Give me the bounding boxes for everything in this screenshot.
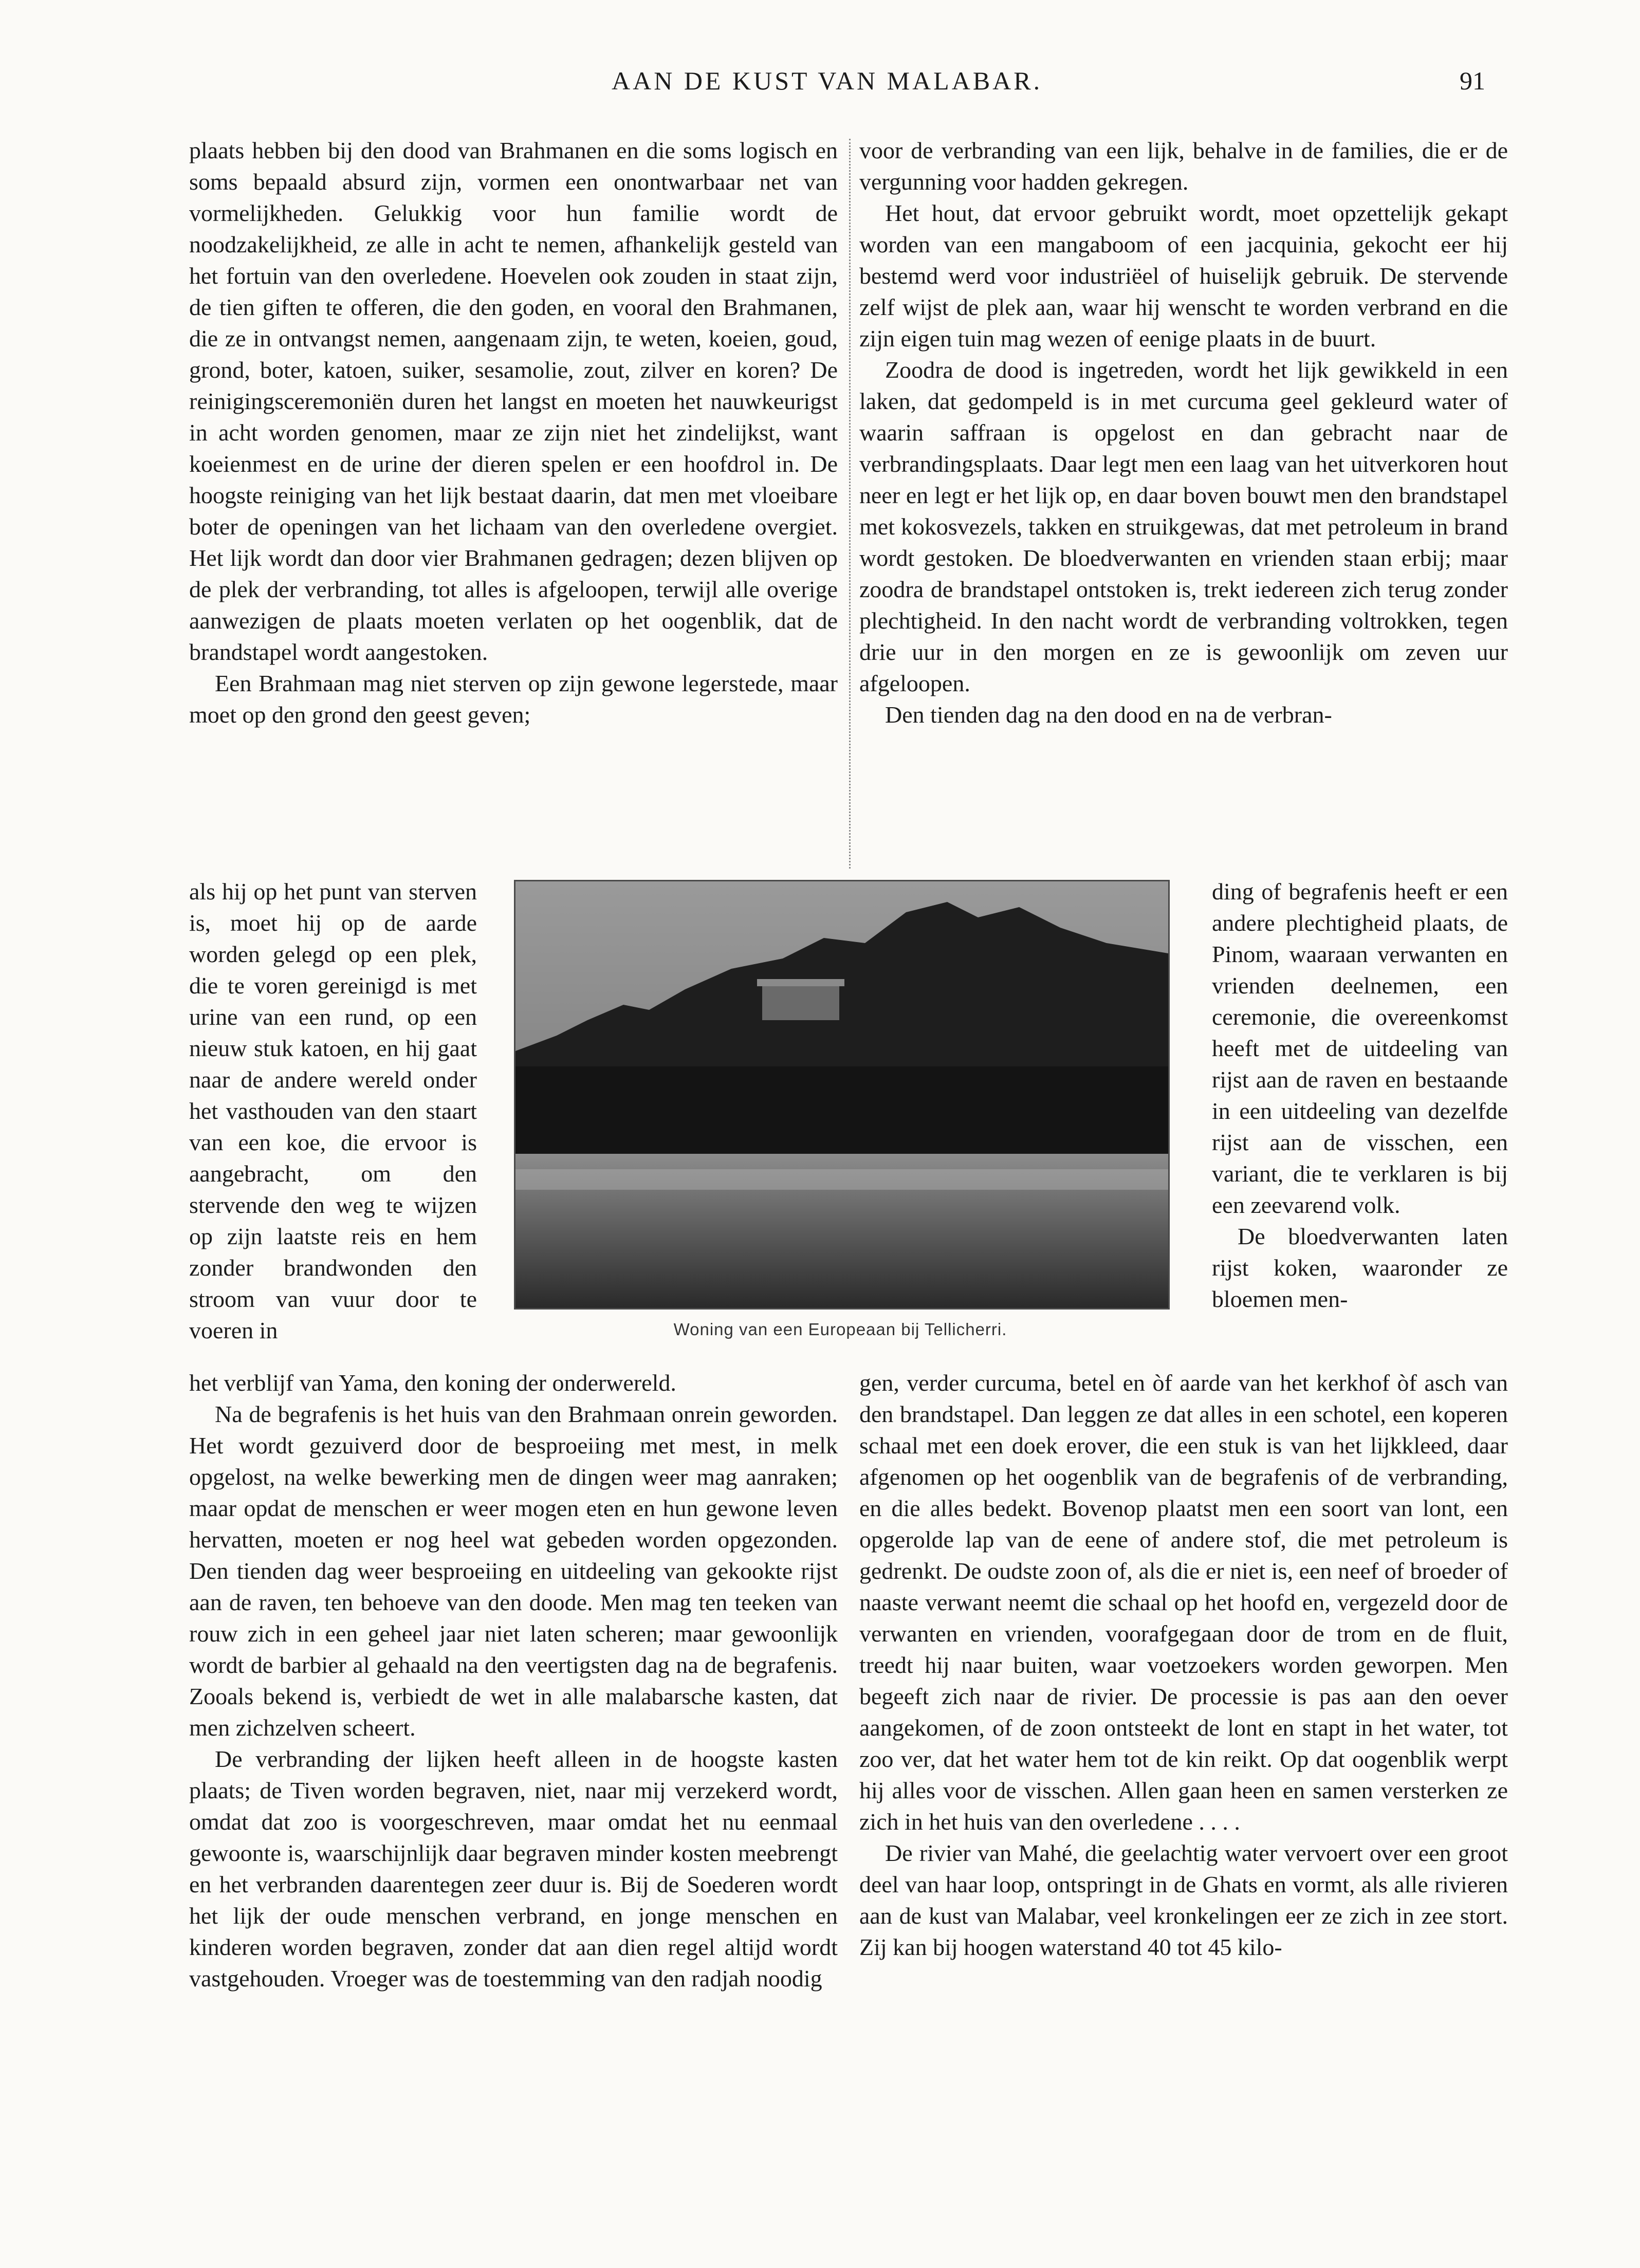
paragraph: als hij op het punt van sterven is, moet hij op de aarde worden gelegd op een plek, die te voren gereinigd is met urine van een rund, op een nieuw stuk katoen, en hij gaat naar de andere wereld onder het vasthouden van den staart van een koe, die ervoor is aangebracht, om den stervende den weg te wijzen op zijn laatste reis en hem zonder brandwonden den stroom van vuur door te voeren in <box>189 878 477 1343</box>
house <box>762 984 839 1020</box>
paragraph: gen, verder curcuma, betel en òf aarde van het kerkhof òf asch van den brandstapel. Dan leggen ze dat alles in een schotel, een koperen schaal met een doek erover, die een stuk is van het lijkkleed, daar afgenomen op het oogenblik van de begrafenis of de verbranding, en die alles bedekt. Bovenop plaatst men een soort van lont, een opgerolde lap van de eene of andere stof, die met petroleum is gedrenkt. De oudste zoon of, als die er niet is, een neef of broeder of naaste verwant neemt die schaal op het hoofd en, vergezeld door de verwanten en vrienden, voorafgegaan door de trom en de fluit, treedt hij naar buiten, waar voetzoekers worden geworpen. Men begeeft zich naar de rivier. De processie is pas aan den oever aangekomen, of de zoon ontsteekt de lont en stapt in het water, tot zoo ver, dat het water hem tot de kin reikt. Op dat oogenblik werpt hij alles voor de visschen. Allen gaan heen en samen versterken ze zich in het huis van den overledene . . . . <box>859 1370 1508 1835</box>
paragraph: Een Brahmaan mag niet sterven op zijn gewone legerstede, maar moet op den grond den geest geven; <box>189 670 838 728</box>
running-title: AAN DE KUST VAN MALABAR. <box>612 66 1043 95</box>
shore <box>515 1066 1168 1154</box>
left-column-bottom <box>189 1367 838 2189</box>
paragraph: het verblijf van Yama, den koning der onderwereld. <box>189 1370 676 1396</box>
house-roof <box>757 979 844 986</box>
paragraph: Na de begrafenis is het huis van den Brahmaan onrein geworden. Het wordt gezuiverd door de besproeiing met mest, in melk opgelost, na welke bewerking men de dingen weer mag aanraken; maar opdat de menschen er weer mogen eten en hun gewone leven hervatten, moeten er nog heel wat gebeden worden opgezonden. Den tienden dag weer besproeiing en uitdeeling van gekookte rijst aan de raven, ten behoeve van den doode. Men mag ten teeken van rouw zich in een geheel jaar niet laten scheren; maar gewoonlijk wordt de barbier al gehaald na den veertigsten dag na de begrafenis. Zooals bekend is, verbiedt de wet in alle malabarsche kasten, dat men zichzelven scheert. <box>189 1401 838 1741</box>
house-photo <box>515 881 1168 1308</box>
paragraph: Het hout, dat ervoor gebruikt wordt, moet opzettelijk gekapt worden van een mangaboom of een jacquinia, gekocht eer hij bestemd werd voor industriëel of huiselijk gebruik. De stervende zelf wijst de plek aan, waar hij wenscht te worden verbrand en die zijn eigen tuin mag wezen of eenige plaats in de buurt. <box>859 200 1508 352</box>
paragraph: ding of begrafenis heeft er een andere plechtigheid plaats, de Pinom, waaraan verwanten en vrienden deelnemen, een ceremonie, die overeenkomst heeft met de uitdeeling van rijst aan de raven en bestaande in een uitdeeling van dezelfde rijst aan de visschen, een variant, die te verklaren is bij een zeevarend volk. <box>1212 878 1508 1218</box>
paragraph: Den tienden dag na den dood en na de verbran- <box>885 702 1332 728</box>
column-divider <box>849 139 851 869</box>
paragraph: De bloedverwanten laten rijst koken, waaronder ze bloemen men- <box>1212 1223 1508 1312</box>
photo-figure <box>514 880 1170 1310</box>
paragraph: plaats hebben bij den dood van Brahmanen en die soms logisch en soms bepaald absurd zijn, vormen een onontwarbaar net van vormelijkheden. Gelukkig voor hun familie wordt de noodzakelijkheid, ze alle in acht te nemen, afhankelijk gesteld van het fortuin van den overledene. Hoevelen ook zouden in staat zijn, de tien giften te offeren, die den goden, en vooral den Brahmanen, die ze in ontvangst nemen, aangenaam zijn, te weten, koeien, goud, grond, boter, katoen, suiker, sesamolie, zout, zilver en koren? De reinigingsceremoniën duren het langst en moeten het nauwkeurigst in acht worden genomen, maar ze zijn niet het zindelijkst, want koeienmest en de urine der dieren spelen er een hoofdrol in. De hoogste reiniging van het lijk bestaat daarin, dat men met vloeibare boter de openingen van het lichaam van den overledene overgiet. Het lijk wordt dan door vier Brahmanen gedragen; dezen blijven op de plek der verbranding, tot alles is afgeloopen, terwijl alle overige aanwezigen de plaats moeten verlaten op het oogenblik, dat de brandstapel wordt aangestoken. <box>189 137 838 665</box>
right-column-top <box>859 135 1508 875</box>
paragraph: Zoodra de dood is ingetreden, wordt het lijk gewikkeld in een laken, dat gedompeld is in met curcuma geel gekleurd water of waarin saffraan is opgelost en dan gebracht naar de verbrandingsplaats. Daar legt men een laag van het uitverkoren hout neer en legt er het lijk op, en daar boven bouwt men den brandstapel met kokosvezels, takken en struikgewas, dat met petroleum in brand wordt gestoken. De bloedverwanten en vrienden staan erbij; maar zoodra de brandstapel ontstoken is, trekt iedereen zich terug zonder plechtigheid. In den nacht wordt de verbranding voltrokken, tegen drie uur in den morgen en ze is gewoonlijk om zeven uur afgeloopen. <box>859 357 1508 696</box>
water-reflection <box>515 1169 1168 1190</box>
paragraph: De verbranding der lijken heeft alleen in de hoogste kasten plaats; de Tiven worden begraven, niet, naar mij verzekerd wordt, omdat dat zoo is voorgeschreven, maar omdat het nu eenmaal gewoonte is, waarschijnlijk daar begraven minder kosten meebrengt en het verbranden daarentegen zeer duur is. Bij de Soederen wordt het lijk der oude menschen verbrand, en jonge menschen en kinderen worden begraven, zonder dat aan dien regel altijd wordt vastgehouden. Vroeger was de toestemming van den radjah noodig <box>189 1746 838 1992</box>
page-header <box>0 66 1640 102</box>
paragraph: voor de verbranding van een lijk, behalve in de families, die er de vergunning voor hadden gekregen. <box>859 137 1508 195</box>
paragraph: De rivier van Mahé, die geelachtig water vervoert over een groot deel van haar loop, ontspringt in de Ghats en vormt, als alle rivieren aan de kust van Malabar, veel kronkelingen eer ze zich in zee stort. Zij kan bij hoogen waterstand 40 tot 45 kilo- <box>859 1840 1508 1960</box>
right-column-bottom <box>859 1367 1508 2189</box>
wrap-text-left <box>189 876 477 1364</box>
page-number: 91 <box>1460 66 1485 95</box>
wrap-text-right <box>1212 876 1508 1364</box>
figure-caption: Woning van een Europeaan bij Tellicherri. <box>673 1320 1007 1339</box>
